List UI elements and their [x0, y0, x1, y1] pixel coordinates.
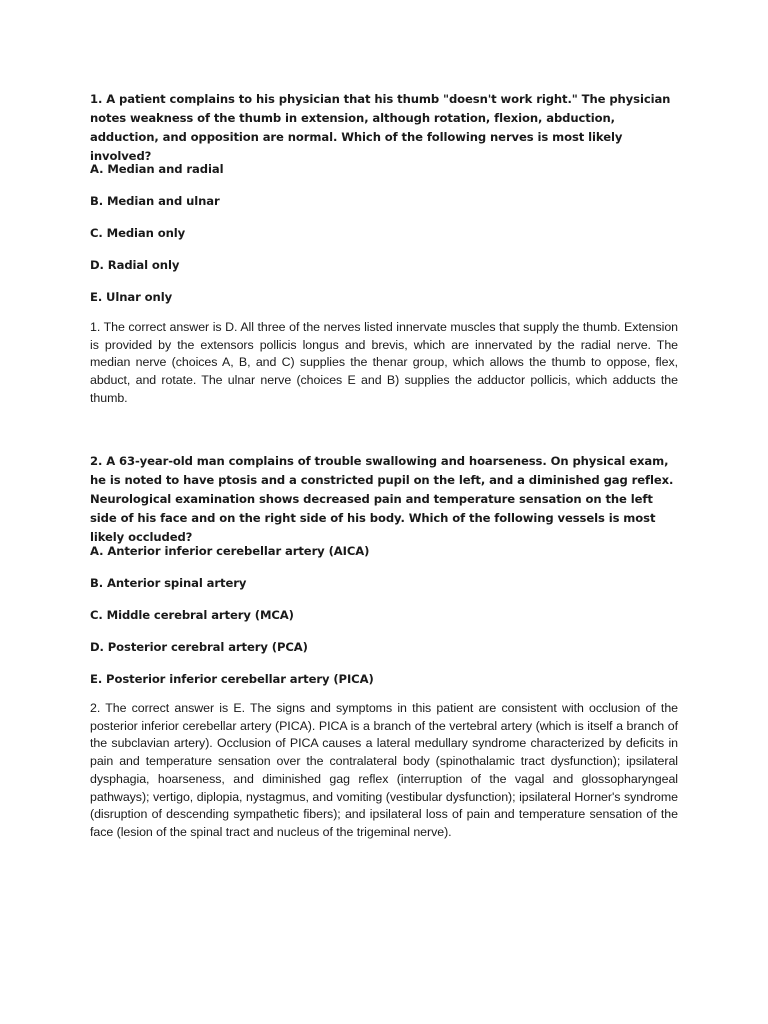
question-1-stem: 1. A patient complains to his physician that his thumb "doesn't work right." The physician notes weakness of the thumb in extension, although rotation, flexion, abduction, adduction, and opposition are normal. Which of the following nerves is most likely involved?: [90, 92, 671, 163]
question-2-option-a: A. Anterior inferior cerebellar artery (AICA): [90, 544, 370, 558]
question-2-explanation: 2. The correct answer is E. The signs and symptoms in this patient are consistent with occlusion of the posterior inferior cerebellar artery (PICA). PICA is a branch of the vertebral artery (which is itself a branch of the subclavian artery). Occlusion of PICA causes a lateral medullary syndrome characterized by deficits in pain and temperature sensation over the contralateral body (spinothalamic tract dysfunction); ipsilateral dysphagia, hoarseness, and diminished gag reflex (interruption of the vagal and glossopharyngeal pathways); vertigo, diplopia, nystagmus, and vomiting (vestibular dysfunction); ipsilateral Horner's syndrome (disruption of descending sympathetic fibers); and ipsilateral loss of pain and temperature sensation of the face (lesion of the spinal tract and nucleus of the trigeminal nerve).: [90, 701, 678, 839]
question-1-option-e: E. Ulnar only: [90, 290, 173, 304]
question-1-option-d: D. Radial only: [90, 258, 180, 272]
question-2-option-b: B. Anterior spinal artery: [90, 576, 247, 590]
question-2-stem: 2. A 63-year-old man complains of trouble swallowing and hoarseness. On physical exam, he is noted to have ptosis and a constricted pupil on the left, and a diminished gag reflex. Neurological examination shows decreased pain and temperature sensation on the left side of his face and on the right side of his body. Which of the following vessels is most likely occluded?: [90, 454, 674, 544]
question-2-option-d: D. Posterior cerebral artery (PCA): [90, 640, 308, 654]
question-1-option-b: B. Median and ulnar: [90, 194, 220, 208]
question-1-option-a: A. Median and radial: [90, 162, 224, 176]
question-2-option-e: E. Posterior inferior cerebellar artery (PICA): [90, 672, 374, 686]
question-1-option-c: C. Median only: [90, 226, 186, 240]
question-2-option-c: C. Middle cerebral artery (MCA): [90, 608, 294, 622]
question-1-explanation: 1. The correct answer is D. All three of the nerves listed innervate muscles that supply the thumb. Extension is provided by the extensors pollicis longus and brevis, which are innervated by the radial nerve. The median nerve (choices A, B, and C) supplies the thenar group, which allows the thumb to oppose, flex, abduct, and rotate. The ulnar nerve (choices E and B) supplies the adductor pollicis, which adducts the thumb.: [90, 320, 678, 405]
